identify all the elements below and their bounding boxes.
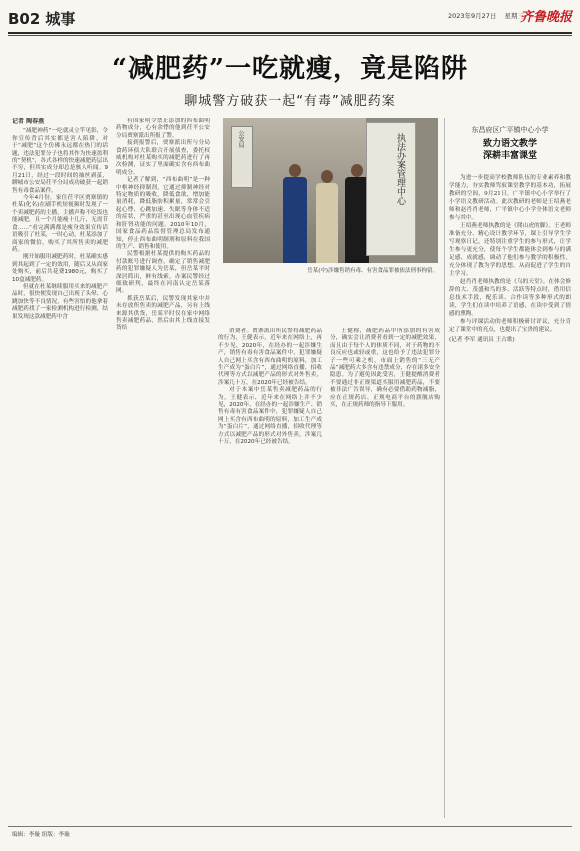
paragraph: 有国家明令禁止添加的西布曲明药物成分，心有余悸的他到茌平公安分局贾寨派出所报了警。 bbox=[116, 118, 210, 139]
small-sign-text: 公安局 bbox=[237, 130, 244, 148]
article-column-2 bbox=[116, 118, 210, 818]
main-headline: “减肥药”一吃就瘦，竟是陷阱 bbox=[112, 54, 468, 84]
footer-rule bbox=[8, 826, 572, 827]
paragraph: 刚开始服用减肥药时，杜某确实感到其起到了一定的效用，随后又从商家处购买，前后共花费1980元，购买了10盒减肥药。 bbox=[12, 254, 108, 283]
side-body bbox=[449, 174, 571, 344]
paragraph: 王绍燕老师执教的是《爬山虎的脚》。王老师准备充分、精心设计教学环节，课上引导学生学写观察日记，还特别注重学生的参与形式，让学生参与更充分，使每个学生都能体会到参与的满足感、成就感，调动了他们参与教学的积极性，充分体现了教为学的思想，从而促进了学生的自主学习。 bbox=[449, 223, 571, 277]
page-footer: 编辑：李璇 组版：李璇 bbox=[12, 832, 70, 838]
paragraph: 王健称，减肥药品中所添加的有害成分，确实会让消费者看到一定的减肥效果，而且由于每个人的体质不同，对于药物的不良反应也或轻或重，这也给予了违法犯罪分子一些可乘之机，市面上销售的“三无产品”减肥药大多含有违禁成分，存在诸多安全隐患。为了避免因此受害，王健提醒消费者不要通过非正规渠道买服用减肥药品，不要被非法广告误导，确有必要借助药物减脂，应在正规药店、正规电商平台的旗舰店购买，在正规药师的指导下服用。 bbox=[330, 328, 440, 409]
paragraph: 抓获岳某后，民警发现其家中并未存放所售卖的减肥产品，另有上线来源其供货，岳某平时仅在家中网络售卖减肥药品，然后由其上线直接发货给 bbox=[116, 295, 210, 332]
side-title-line: 深耕丰富课堂 bbox=[482, 151, 537, 161]
section-number: B02 bbox=[8, 10, 41, 28]
side-credit: (记者 李军 通讯员 王占歌) bbox=[449, 337, 515, 343]
section-label bbox=[8, 8, 75, 29]
photo-caption: 岳某(中)涉嫌售销有毒、有害食品罪被依法刑事拘留。 bbox=[307, 268, 438, 274]
paragraph: 但就在杜某继续服用买来的减肥产品时，很快便发现自己出现了头晕、心跳加快等不良情况，有些害怕的他拿着减肥药找了一家检测机构进行检测，结果发现这款减肥药中含 bbox=[12, 283, 108, 320]
byline: 记者 陶春燕 bbox=[12, 118, 45, 125]
header-rule-thin bbox=[8, 35, 572, 36]
section-name: 城事 bbox=[45, 10, 76, 28]
side-title bbox=[449, 138, 571, 162]
photo-wall bbox=[223, 118, 366, 263]
paragraph: “减肥神药”一吃就灵立竿见影，令你宣传背后其实都是害人陷阱。对于“减肥”这个仿佛永远都在热门的话题，违法犯罪分子也将其作为快速盈利的“契机”，各式各样的快速减肥药层出不穷，但其实成分却总是骇人听闻。9月21日，经过一段时间的抽丝剥茧，聊城市公安局茌平分局成功破获一起销售有毒食品案件。 bbox=[12, 128, 108, 194]
sign-text: 执法办案管理中心 bbox=[395, 133, 405, 205]
header-rule bbox=[8, 32, 572, 34]
person-left bbox=[283, 164, 307, 263]
paragraph: 赵肖肖老师执教的是《乌的天堂》。在体会修辞的大、茂盛和鸟的多、活跃等特点时，借用信息技术手段，配乐读、合作读等多种形式的朗读，学生们在读中培养了语感，在读中受到了情感的熏陶。 bbox=[449, 279, 571, 317]
photo-small-sign bbox=[231, 126, 253, 188]
side-kicker: 东昌府区广平镇中心小学 bbox=[471, 126, 549, 134]
paragraph: 消费者。贾寨派出所民警将减肥药品的行为，王健表示，近年来在网络上，再不少见，2020年，在经办的一起涉嫌生产，销售有毒有害食品案件中，犯罪嫌疑人自己网上买含有西布曲明的原料，加工生产成为“蛋白片”，通过网络直播，招收代理等方式以减肥产品的形式对外售卖，涉案几十万，在2020年已经被告结。 bbox=[218, 328, 322, 386]
paragraph: 为进一步提高学校教师队伍的专业素养和教学能力，夯实教师驾驭课堂教学的基本功，拓展教研的空间，9月21日，广平镇中心小学举行了小学语文教研活动。此次教研的老师是王绍燕老师和赵肖肖老师，广平镇中心小学全体语文老师参与其中。 bbox=[449, 175, 571, 221]
paragraph: 记者了解到，“西布曲明”是一种中枢神经抑制剂，它通过抑制神经对特定物质的吸收，降低食欲、增加能量消耗，降低脂肪积累量，常常会引起心悸、心跳加速、失眠等身体不适的症状，严重的甚至出现心血管疾病和肝肾功能的问题。2010年10月，国家食品药品监督管理总局发布通知，停止西布曲明制剂和原料在我国的生产、销售和使用。 bbox=[116, 177, 210, 250]
side-article bbox=[449, 118, 571, 818]
issue-weekday: 星期三 bbox=[504, 12, 524, 20]
column-divider bbox=[444, 118, 445, 818]
article-column-3 bbox=[218, 328, 322, 528]
side-title-line: 致力语文教学 bbox=[482, 139, 537, 149]
issue-date: 2023年9月27日 bbox=[447, 12, 497, 20]
paragraph: 民警根据杜某提供的购买药品的付款账号进行调查，确定了销售减肥药的犯罪嫌疑人为岳某，但岳某平时深居简出，鲜有线索，办案民警经过细致研判，最终在河南认定岳某落网。 bbox=[116, 251, 210, 295]
page-header bbox=[8, 8, 572, 32]
news-photo bbox=[223, 118, 438, 263]
paragraph: 对于本案中岳某售卖减肥药品的行为，王健表示，近年来在网络上并不少见，2020年，在经办的一起涉嫌生产、销售有毒有害食品案件中，犯罪嫌疑人自己网上买含有西布曲明的原料，加工生产成为“蛋白片”，通过网络直播，招收代理等方式以减肥产品的形式对外售卖，涉案几十万，在2020年已经被告结。 bbox=[218, 387, 322, 446]
person-center bbox=[316, 170, 338, 263]
paragraph: 参与评课活动的老师积极研讨评议，充分肯定了课堂中的亮点，也提出了宝贵的建议。 bbox=[449, 319, 571, 333]
header-date-block bbox=[442, 11, 524, 20]
photo-sign bbox=[366, 122, 416, 256]
paragraph: 接到报警后，贾寨派出所与分局食药环侦大队联合开展侦查，委托权威机构对杜某购买的减肥药进行了再次检测，证实了里面确实含有西布曲明成分。 bbox=[116, 140, 210, 176]
article-column-4 bbox=[330, 328, 440, 538]
newspaper-logo: 齐鲁晚报 bbox=[519, 10, 572, 25]
article-column-1 bbox=[12, 118, 108, 818]
sub-headline: 聊城警方破获一起“有毒”减肥药案 bbox=[184, 94, 396, 109]
paragraph: 今年4月份，家住茌平区贾寨镇的杜某(化名)在刷手机短视频时发现了一个卖减肥药的主播，主播声称不吃饭也能减肥，且一个月能瘦十几斤，无需节食……“看完满满都是瘦身效果宣传话语吸引了杜某，一时心动，杜某添加了商家的微信，购买了其所售卖的减肥药。 bbox=[12, 195, 108, 253]
